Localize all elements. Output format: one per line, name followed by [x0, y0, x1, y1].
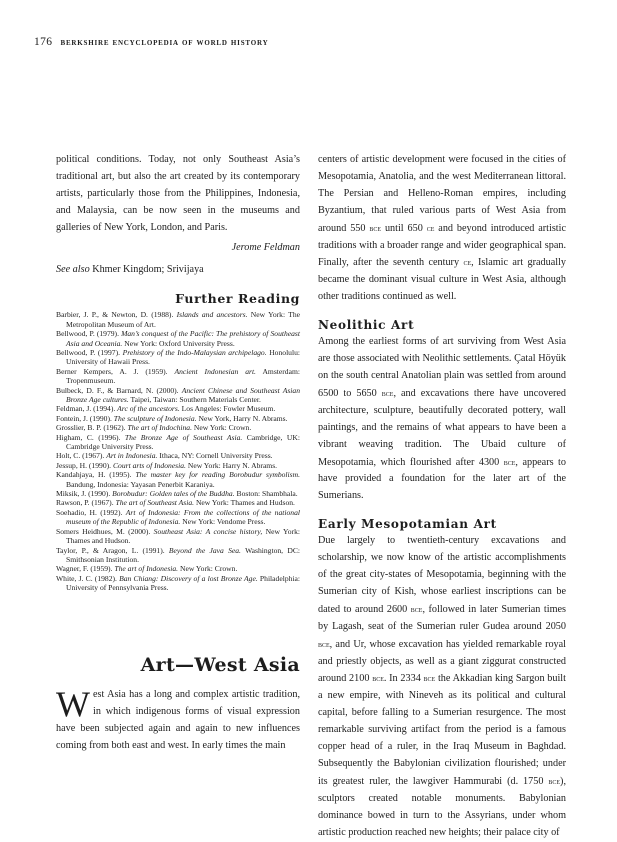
text-run: the Akkadian king Sargon built a new empire, with Nineveh as its political and cultural capital, before falling to a Sumerian resurgence. The most remarkable surviving artifact from the period is a famous copper head of a ruler, in the Iraq Museum in Baghdad. Subsequently the Babylonian civilization flourished; under its greatest ruler, the lawgiver Hammurabi (d. 1750 [318, 673, 566, 787]
era-abbrev: ce [426, 222, 435, 233]
reference-author-year: Soehadio, H. (1992). [56, 507, 126, 517]
reference-author-year: Kandahjaya, H. (1995). [56, 470, 136, 480]
reference-entry [56, 498, 300, 507]
reference-publisher: Cambridge, UK: Cambridge University Press. [66, 432, 301, 452]
drop-cap: W [56, 684, 90, 724]
era-abbrev: bce [423, 673, 436, 684]
text-run: ), sculptors created notable monuments. Babylonian dominance bowed in turn to the Assyrians, under whom artistic production reached new heights; their palace city of [318, 775, 566, 838]
reference-author-year: Feldman, J. (1994). [56, 404, 118, 414]
reference-entry [56, 451, 300, 460]
reference-author-year: Somers Heidhues, M. (2000). [56, 526, 154, 536]
reference-title: Ban Chiang: Discovery of a lost Bronze Age. [119, 573, 258, 583]
reference-entry [56, 574, 300, 593]
reference-author-year: Holt, C. (1967). [56, 451, 107, 461]
reference-title: The Bronze Age of Southeast Asia. [124, 432, 243, 442]
reference-author-year: Bellwood, P. (1997). [56, 347, 123, 357]
reference-title: Arc of the ancestors. [117, 404, 180, 414]
text-run: and beyond introduced artistic traditions with a broader range and wider geographical span. Finally, after the seventh century [318, 222, 566, 269]
reference-title: Ancient Indonesian art. [174, 366, 256, 376]
text-run: Among the earliest forms of art surviving from West Asia are those associated with Neolithic settlements. Çatal Höyük on the south central Anatolian plain was settled from around 6500 to 5650 [318, 336, 566, 399]
reference-entry [56, 461, 300, 470]
reference-entry [56, 310, 300, 329]
see-also-label: See also [56, 264, 90, 276]
reference-entry [56, 414, 300, 423]
reference-publisher: New York: Oxford University Press. [122, 338, 235, 348]
reference-entry [56, 348, 300, 367]
intro-text: est Asia has a long and complex artistic tradition, in which indigenous forms of visual expression have been subjected again and again to new influences coming from both east and west. In early times the main [56, 689, 300, 751]
reference-author-year: Miksik, J. (1990). [56, 489, 113, 499]
article-title: Art—West Asia [140, 654, 300, 676]
reference-entry [56, 423, 300, 432]
reference-author-year: Grosslier, B. P. (1962). [56, 423, 128, 433]
reference-entry [56, 527, 300, 546]
era-abbrev: bce [372, 673, 384, 684]
reference-title: Southeast Asia: A concise history, [153, 526, 263, 536]
reference-publisher: New York: Vendome Press. [180, 517, 266, 527]
running-head [34, 36, 268, 48]
text-run: , and excavations there have uncovered architecture, sculpture, beautifully decorated pottery, wall paintings, and the remains of what appears to have been a vibrant weaving tradition. The Ubaid culture of Mesopotamia, which flourished after 4300 [318, 387, 566, 468]
reference-entry [56, 470, 300, 489]
reference-publisher: New York: Harry N. Abrams. [185, 460, 278, 470]
author-name: Jerome Feldman [231, 241, 300, 253]
reference-title: Court arts of Indonesia. [112, 460, 186, 470]
reference-entry [56, 367, 300, 386]
reference-title: The master key for reading Borobudur symbolism. [135, 470, 300, 480]
reference-author-year: White, J. C. (1982). [56, 573, 120, 583]
era-abbrev: bce [381, 387, 394, 398]
reference-entry [56, 546, 300, 565]
reference-title: Art of Indonesia: From the collections of the national museum of the Republic of Indonesia. [66, 507, 300, 527]
reference-entry [56, 433, 300, 452]
reference-entry [56, 386, 300, 405]
see-also-links[interactable]: Khmer Kingdom; Srivijaya [92, 264, 204, 276]
running-title: berkshire encyclopedia of world history [60, 38, 269, 48]
reference-list [56, 310, 300, 592]
reference-publisher: Washington, DC: Smithsonian Institution. [66, 545, 300, 564]
page-number: 176 [34, 36, 53, 48]
reference-publisher: New York: The Metropolitan Museum of Art. [66, 310, 300, 329]
text-run: , appears to have provided a foundation for the later art of the Sumerians. [318, 456, 566, 502]
era-abbrev: bce [318, 638, 330, 649]
reference-title: Borobudur: Golden tales of the Buddha. [112, 489, 235, 499]
reference-publisher: New York, Harry N. Abrams. [196, 413, 288, 423]
reference-author-year: Higham, C. (1996). [56, 432, 125, 442]
reference-author-year: Wagner, F. (1959). [56, 564, 115, 574]
text-run: , Islamic art gradually became the dominant visual culture in West Asia, although other traditions continued as well. [318, 257, 567, 303]
reference-author-year: Jessup, H. (1990). [56, 460, 113, 470]
era-abbrev: ce [463, 257, 472, 268]
reference-author-year: Bulbeck, D. F., & Barnard, N. (2000). [56, 385, 182, 395]
reference-publisher: New York: Thames and Hudson. [66, 526, 300, 546]
further-reading-heading: Further Reading [175, 291, 300, 307]
reference-title: The sculpture of Indonesia. [113, 413, 197, 423]
reference-author-year: Taylor, P., & Aragon, L. (1991). [56, 545, 169, 555]
era-abbrev: bce [410, 603, 423, 614]
reference-publisher: New York: Thames and Hudson. [194, 498, 295, 508]
reference-title: Beyond the Java Sea. [168, 545, 241, 555]
reference-publisher: New York: Crown. [191, 423, 252, 433]
era-abbrev: bce [548, 775, 561, 786]
reference-publisher: New York: Crown. [178, 564, 238, 574]
see-also [56, 262, 300, 279]
reference-entry [56, 489, 300, 498]
reference-title: Ancient Chinese and Southeast Asian Bronze Age cultures. [66, 385, 300, 404]
reference-publisher: Philadelphia: University of Pennsylvania Press. [66, 573, 300, 593]
reference-publisher: Amsterdam: Tropenmuseum. [66, 366, 300, 386]
text-run: until 650 [381, 222, 427, 234]
era-abbrev: bce [369, 222, 382, 233]
reference-title: The art of Indonesia. [114, 564, 179, 574]
section-heading-neolithic: Neolithic Art [318, 318, 415, 333]
section-heading-early-mesopotamian: Early Mesopotamian Art [318, 517, 497, 532]
article-intro [56, 684, 300, 755]
reference-publisher: Boston: Shambhala. [234, 489, 298, 499]
intro-paragraph [56, 684, 300, 755]
neolithic-paragraph [318, 334, 566, 505]
text-run: Due largely to twentieth-century excavations and scholarship, we now know of the artistic accomplishments of the great city-states of Mesopotamia, beginning with the Sumerian city of Kish, whose earliest inscriptions can be dated to around 2600 [318, 535, 566, 615]
reference-author-year: Berner Kempers, A. J. (1959). [56, 366, 175, 376]
reference-publisher: Taipei, Taiwan: Southern Materials Center. [128, 395, 261, 404]
reference-author-year: Barbier, J. P., & Newton, D. (1988). [56, 310, 177, 320]
reference-entry [56, 329, 300, 348]
era-abbrev: bce [503, 456, 516, 467]
reference-publisher: Honolulu: University of Hawaii Press. [66, 347, 300, 367]
text-run: , and Ur, whose excavation has yielded remarkable royal and priestly objects, as well as a giant ziggurat constructed around 2100 [318, 638, 566, 685]
text-run: centers of artistic development were focused in the cities of Mesopotamia, Anatolia, and the west Mediterranean littoral. The Persian and Helleno-Roman empires, including Byzantium, that ruled various parts of West Asia from around 550 [318, 154, 566, 234]
closing-paragraph: political conditions. Today, not only Southeast Asia’s traditional art, but also the art created by its contemporary artists, particularly those from the Philippines, Indonesia, and Malaysia, can be now seen in the museums and galleries of New York, London, and Paris. [56, 154, 300, 233]
continued-paragraph [318, 152, 566, 306]
reference-entry [56, 404, 300, 413]
reference-author-year: Bellwood, P. (1979). [56, 329, 122, 339]
reference-title: The art of Southeast Asia. [115, 498, 195, 508]
mesopotamian-paragraph [318, 533, 566, 841]
reference-publisher: Bandung, Indonesia: Yayasan Penerbit Karaniya. [66, 479, 215, 489]
reference-title: Man’s conquest of the Pacific: The prehistory of Southeast Asia and Oceania. [66, 329, 300, 348]
text-run: . In 2334 [383, 673, 424, 685]
reference-title: Art in Indonesia. [106, 451, 158, 461]
reference-entry [56, 508, 300, 527]
left-column [56, 152, 300, 593]
right-column [318, 152, 566, 842]
text-run: , followed in later Sumerian times by Lagash, seat of the Sumerian ruler Gudea around 2050 [318, 603, 566, 632]
reference-publisher: Los Angeles: Fowler Museum. [179, 404, 276, 414]
reference-entry [56, 564, 300, 573]
reference-title: The art of Indochina. [127, 423, 192, 433]
reference-author-year: Fontein, J. (1990). [56, 413, 114, 423]
reference-title: Prehistory of the Indo-Malaysian archipelago. [122, 347, 267, 357]
reference-publisher: Ithaca, NY: Cornell University Press. [157, 451, 273, 461]
reference-author-year: Rawson, P. (1967). [56, 498, 116, 508]
reference-title: Islands and ancestors. [176, 310, 248, 320]
